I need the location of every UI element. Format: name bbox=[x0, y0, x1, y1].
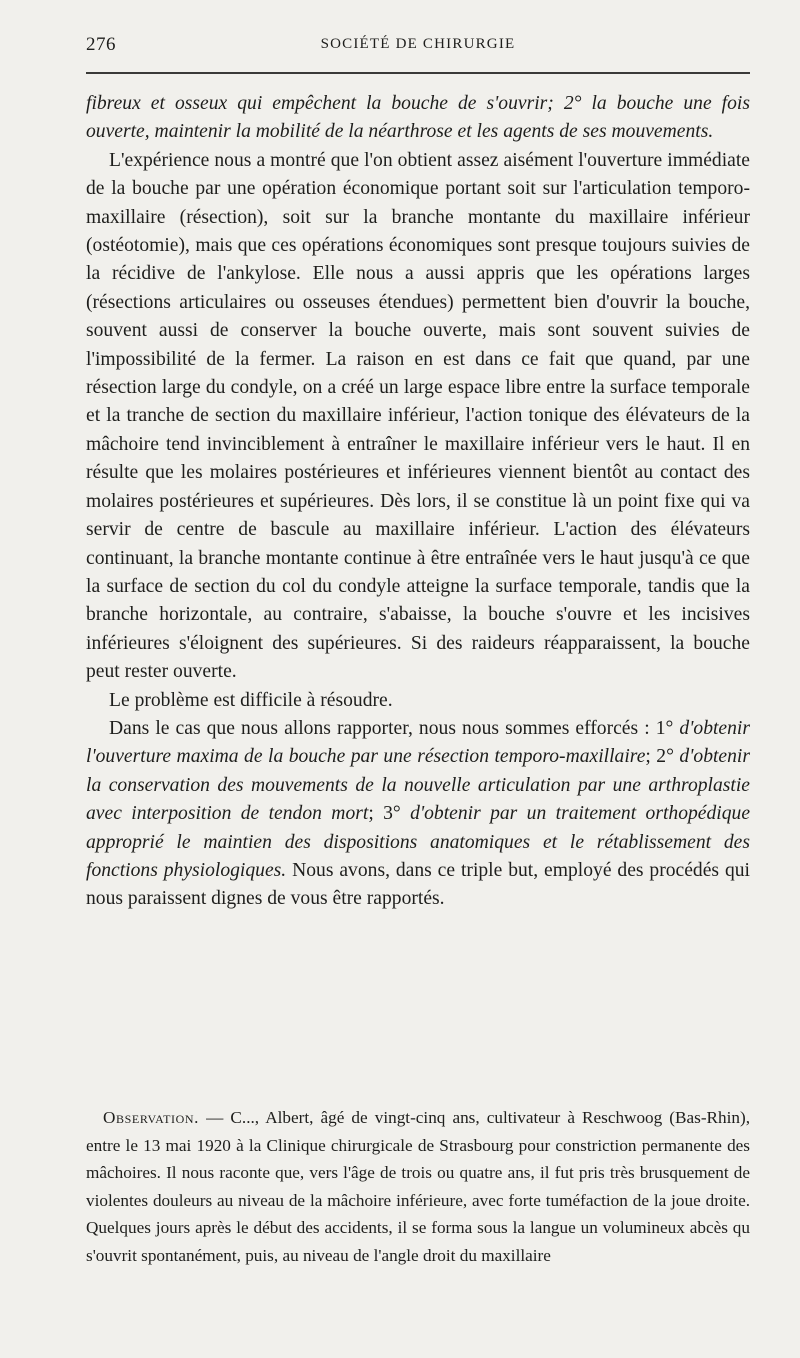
body-text bbox=[86, 90, 750, 914]
paragraph-experience: L'expérience nous a montré que l'on obtient assez aisément l'ouverture immédiate de la bouche par une opération économique portant soit sur l'articulation temporo-maxillaire (résection), soit sur la branche montante du maxillaire inférieur (ostéotomie), mais que ces opérations économiques sont presque toujours suivies de la récidive de l'ankylose. Elle nous a aussi appris que les opérations larges (résections articulaires ou osseuses étendues) permettent bien d'ouvrir la bouche, souvent aussi de conserver la bouche ouverte, mais sont souvent suivies de l'impossibilité de la fermer. La raison en est dans ce fait que quand, par une résection large du condyle, on a créé un large espace libre entre la surface temporale et la tranche de section du maxillaire inférieur, l'action tonique des élévateurs de la mâchoire tend invinciblement à entraîner le maxillaire inférieur vers le haut. Il en résulte que les molaires postérieures et inférieures viennent bientôt au contact des molaires postérieures et supérieures. Dès lors, il se constitue là un point fixe qui va servir de centre de bascule au maxillaire inférieur. L'action des élévateurs continuant, la branche montante continue à être entraînée vers le haut jusqu'à ce que la surface de section du col du condyle atteigne la surface temporale, tandis que la branche horizontale, au contraire, s'abaisse, la bouche s'ouvre et les incisives inférieures s'éloignent des supérieures. Si des raideurs réapparaissent, la bouche peut rester ouverte. bbox=[86, 149, 750, 683]
paragraph-problem: Le problème est difficile à résoudre. bbox=[109, 689, 393, 711]
page-header bbox=[86, 34, 750, 58]
page-number: 276 bbox=[86, 34, 116, 55]
aims-sep-2: ; 3° bbox=[368, 803, 411, 825]
paragraph-continued-italic: fibreux et osseux qui empêchent la bouche de s'ouvrir; 2° la bouche une fois ouverte, maintenir la mobilité de la néarthrose et les agents de ses mouvements. bbox=[86, 93, 750, 143]
paragraph-aims bbox=[86, 715, 750, 914]
aim-one: d'obtenir l'ouverture maxima de la bouche par une résection temporo-maxillaire bbox=[86, 717, 750, 768]
observation-section bbox=[86, 1104, 750, 1269]
paragraph-continued bbox=[86, 90, 750, 147]
observation-label: Observation. bbox=[103, 1108, 200, 1127]
observation-text: — C..., Albert, âgé de vingt-cinq ans, cultivateur à Reschwoog (Bas-Rhin), entre le 13 mai 1920 à la Clinique chirurgicale de Strasbourg pour constriction permanente des mâchoires. Il nous raconte que, vers l'âge de trois ou quatre ans, il fut pris très brusquement de violentes douleurs au niveau de la mâchoire inférieure, avec forte tuméfaction de la joue droite. Quelques jours après le début des accidents, il se forma sous la langue un volumineux abcès qu s'ouvrit spontanément, puis, au niveau de l'angle droit du maxillaire bbox=[86, 1108, 750, 1265]
aims-sep-1: ; 2° bbox=[645, 746, 680, 768]
aim-three: d'obtenir par un traitement orthopédique approprié le maintien des dispositions anatomiques et le rétablissement des fonctions physiologiques. bbox=[86, 803, 751, 881]
header-rule bbox=[86, 72, 750, 74]
aims-intro: Dans le cas que nous allons rapporter, nous nous sommes efforcés : 1° bbox=[109, 717, 680, 739]
observation-paragraph bbox=[86, 1104, 750, 1269]
aims-conclusion: Nous avons, dans ce triple but, employé des procédés qui nous paraissent dignes de vous être rapportés. bbox=[86, 859, 750, 910]
aim-two: d'obtenir la conservation des mouvements de la nouvelle articulation par une arthroplastie avec interposition de tendon mort bbox=[86, 746, 750, 825]
running-head: SOCIÉTÉ DE CHIRURGIE bbox=[320, 36, 516, 52]
